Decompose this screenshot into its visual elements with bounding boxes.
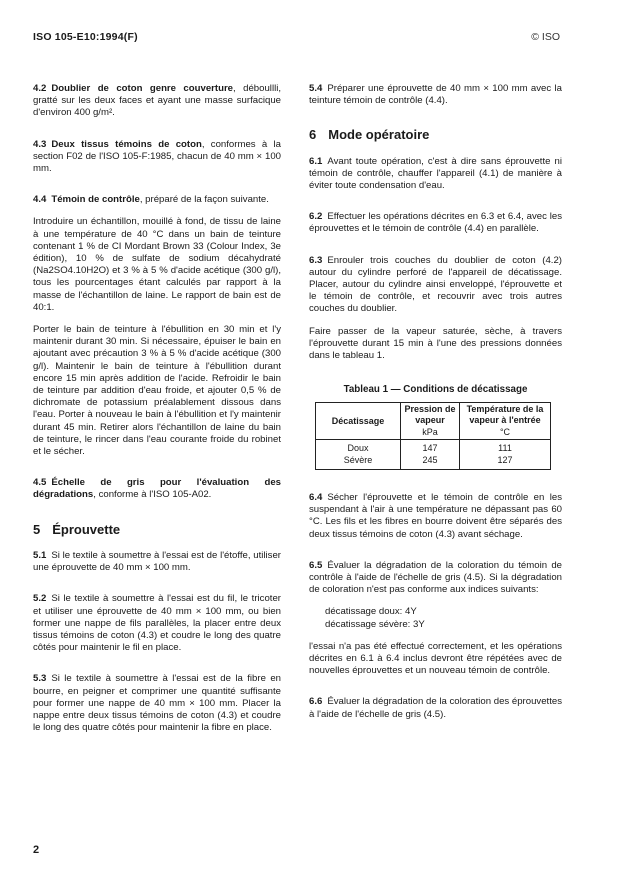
- pressure-unit: kPa: [401, 426, 460, 439]
- right-column: [309, 83, 562, 731]
- col-header-decatissage: Décatissage: [316, 403, 401, 440]
- table-row: Doux 147 111: [316, 439, 551, 454]
- decatising-conditions-table: [315, 402, 551, 470]
- clause-6-3: 6.3 Enrouler trois couches du doublier de coton (4.2) autour du cylindre perforé de l'appareil de décatissage. Placer, autour du cylindre ainsi enveloppé, l'éprouvette et le témoin de contrôle, et recouvrir avec trois autres couches du doublier.: [309, 254, 562, 315]
- clause-6-5: 6.5 Évaluer la dégradation de la coloration du témoin de contrôle à l'aide de l'échelle de gris (4.5). Si la dégradation de coloration n'est pas conforme aux indices suivants:: [309, 559, 562, 596]
- clause-6-3-body: Faire passer de la vapeur saturée, sèche, à travers l'éprouvette durant 15 min à l'une des pressions données dans le tableau 1.: [309, 325, 562, 362]
- table-title: Tableau 1 — Conditions de décatissage: [343, 384, 528, 396]
- standard-reference: ISO 105-E10:1994(F): [33, 31, 138, 43]
- clause-6-1: 6.1 Avant toute opération, c'est à dire sans éprouvette ni témoin de contrôle, chauffer l'appareil (4.1) de manière à éviter toute condensation d'eau.: [309, 155, 562, 192]
- clause-4-4-body-1: Introduire un échantillon, mouillé à fond, de tissu de laine à une température de 40 °C dans un bain de teinture contenant 1 % de CI Mordant Brown 33 (Colour Index, 3e édition), 10 % de sulfate de sodium décahydraté (Na2SO4.10H2O) et 3 % à 5 % d'acide acétique (300 g/l), tous les pourcentages étant calculés par rapport à la masse de l'échantillon de laine. Le rapport de bain est de 40:1.: [33, 216, 281, 313]
- clause-6-6: 6.6 Évaluer la dégradation de la coloration des éprouvettes à l'aide de l'échelle de gris (4.5).: [309, 696, 563, 720]
- clause-4-5: 4.5 Échelle de gris pour l'évaluation des dégradations, conforme à l'ISO 105-A02.: [33, 477, 281, 501]
- table-row: Sévère 245 127: [316, 454, 551, 469]
- clause-4-3: 4.3 Deux tissus témoins de coton, conformes à la section F02 de l'ISO 105-F:1985, chacun de 40 mm × 100 mm.: [33, 138, 281, 175]
- left-column: [33, 83, 281, 744]
- page-number: 2: [33, 844, 40, 856]
- section-6-heading: 6 Mode opératoire: [309, 127, 430, 143]
- index-severe: décatissage sévère: 3Y: [325, 618, 425, 630]
- clause-4-2: 4.2 Doublier de coton genre couverture, déboullli, gratté sur les deux faces et ayant une masse surfacique d'environ 400 g/m².: [33, 83, 282, 119]
- clause-6-2: 6.2 Effectuer les opérations décrites en 6.3 et 6.4, avec les éprouvettes et le témoin de contrôle (4.4) en parallèle.: [309, 211, 562, 235]
- clause-4-4: 4.4 Témoin de contrôle, préparé de la façon suivante.: [33, 194, 269, 206]
- clause-5-1: 5.1 Si le textile à soumettre à l'essai est de l'étoffe, utiliser une éprouvette de 40 mm × 100 mm.: [33, 549, 281, 574]
- index-mild: décatissage doux: 4Y: [325, 606, 417, 618]
- iso-copyright: © ISO: [531, 31, 560, 43]
- clause-5-4: 5.4 Préparer une éprouvette de 40 mm × 100 mm avec la teinture témoin de contrôle (4.4).: [309, 83, 562, 107]
- clause-6-4: 6.4 Sécher l'éprouvette et le témoin de contrôle en les suspendant à l'air à une température ne dépassant pas 60 °C. Les fils et les fibres en bourre doivent être séparés des deux tissus témoins de coton (4.3) avant séchage.: [309, 491, 562, 540]
- col-header-pressure: Pression de vapeur: [401, 403, 460, 427]
- temperature-unit: °C: [460, 426, 551, 439]
- clause-5-3: 5.3 Si le textile à soumettre à l'essai est de la fibre en bourre, en peigner et comprimer une quantité suffisante pour former une nappe de 40 mm × 100 mm. Placer la nappe entre deux tissus témoins de coton (4.3) et coudre le long des quatre côtés pour maintenir la fibre en place.: [33, 673, 281, 734]
- clause-6-5-body: l'essai n'a pas été effectué correctement, et les opérations décrites en 6.1 à 6.4 inclus devront être répétées avec de nouvelles éprouvettes et un nouveau témoin de contrôle.: [309, 640, 562, 677]
- section-5-heading: 5 Éprouvette: [33, 521, 121, 537]
- col-header-temperature: Température de la vapeur à l'entrée: [460, 403, 551, 427]
- clause-5-2: 5.2 Si le textile à soumettre à l'essai est du fil, le tricoter et utiliser une éprouvette de 40 mm × 100 mm, ou bien former une nappe de fils parallèles, la placer entre deux tissus témoins de coton (4.3) et coudre le long des quatre côtés pour maintenir le fil en place.: [33, 593, 281, 654]
- clause-4-4-body-2: Porter le bain de teinture à l'ébullition en 30 min et l'y maintenir durant 30 min. Si nécessaire, épuiser le bain en ajoutant avec précaution 3 % à 5 % d'acide acétique (300 g/l). Maintenir le bain de teinture à l'ébullition durant encore 15 min après addition de l'acide. Refroidir le bain de teinture par addition d'eau froide, et ajouter 0,5 % de dichromate de potassium préalablement dissous dans l'eau. Porter à nouveau le bain à l'ébullition et l'y maintenir durant 45 min. Retirer alors l'échantillon de laine du bain de teinture, le rincer dans l'eau courante froide du robinet et le sécher.: [33, 324, 281, 458]
